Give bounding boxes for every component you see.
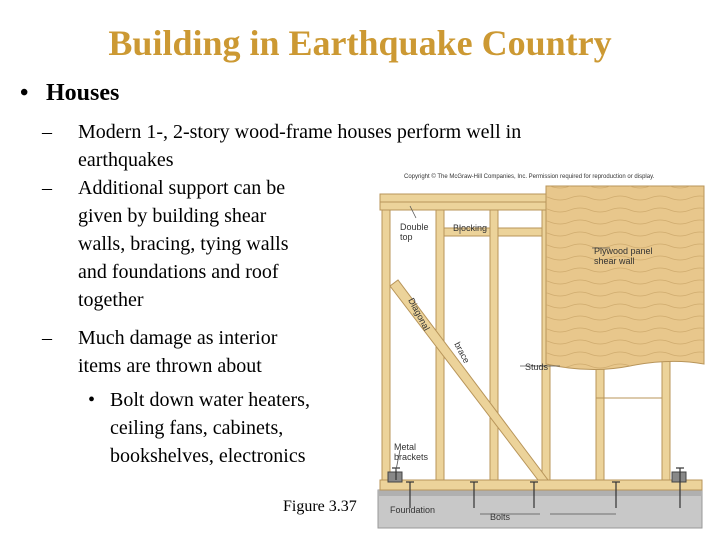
sub-marker: – bbox=[42, 327, 52, 349]
label-studs: Studs bbox=[525, 362, 549, 372]
sub-marker: – bbox=[42, 177, 52, 199]
label-blocking: Blocking bbox=[453, 223, 488, 233]
sub-item-interior-damage bbox=[42, 324, 277, 380]
sub-sub-item-bolt-down bbox=[88, 386, 310, 470]
sub-line: given by building shear bbox=[78, 205, 267, 227]
sub-line: walls, bracing, tying walls bbox=[78, 233, 289, 255]
blocking bbox=[498, 228, 542, 236]
label-metal-brackets: Metal brackets bbox=[394, 442, 429, 462]
metal-bracket bbox=[388, 472, 402, 482]
sub-line: Additional support can be bbox=[78, 177, 286, 199]
bullet-marker: • bbox=[20, 80, 29, 106]
bullet-text: Houses bbox=[46, 80, 120, 106]
sub-sub-marker: • bbox=[88, 389, 96, 411]
sub-item-modern-houses bbox=[42, 118, 521, 174]
bullet-houses bbox=[20, 80, 119, 107]
figure-copyright: Copyright © The McGraw-Hill Companies, Inc. Permission required for reproduction or display. bbox=[404, 174, 655, 180]
sub-line: and foundations and roof bbox=[78, 261, 279, 283]
sub-line: Modern 1-, 2-story wood-frame houses perform well in bbox=[78, 121, 522, 143]
label-bolts: Bolts bbox=[490, 512, 511, 522]
sub-item-additional-support bbox=[42, 174, 289, 314]
sub-sub-line: ceiling fans, cabinets, bbox=[110, 417, 284, 439]
sub-sub-line: Bolt down water heaters, bbox=[110, 389, 310, 411]
slide-title: Building in Earthquake Country bbox=[108, 23, 612, 63]
sub-sub-line: bookshelves, electronics bbox=[110, 445, 306, 467]
sill-plate bbox=[380, 480, 702, 490]
stud bbox=[382, 210, 390, 480]
figure-caption: Figure 3.37 bbox=[283, 498, 357, 515]
label-foundation: Foundation bbox=[390, 505, 436, 515]
sub-line: items are thrown about bbox=[78, 355, 262, 377]
sub-line: earthquakes bbox=[78, 149, 174, 171]
metal-bracket bbox=[672, 472, 686, 482]
sub-line: together bbox=[78, 289, 144, 311]
label-brace: brace bbox=[452, 340, 472, 365]
sub-marker: – bbox=[42, 121, 52, 143]
label-diagonal: Diagonal bbox=[406, 296, 432, 333]
label-plywood: Plywood panel shear wall bbox=[594, 246, 653, 266]
stud bbox=[490, 210, 498, 480]
label-double-top: Double top bbox=[400, 222, 429, 242]
sub-line: Much damage as interior bbox=[78, 327, 278, 349]
opening-frame bbox=[596, 398, 662, 480]
